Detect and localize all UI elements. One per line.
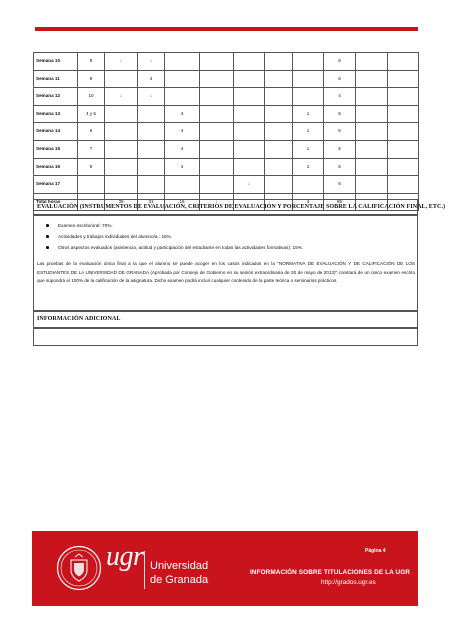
table-cell — [165, 176, 200, 194]
table-cell — [356, 53, 388, 71]
university-name-line1: Universidad — [150, 560, 209, 572]
list-item: Examen escrito/oral: 70%. — [42, 220, 303, 231]
row-label: Semana 17 — [34, 176, 78, 194]
table-cell: ↓ — [105, 53, 138, 71]
additional-info-body-box — [33, 328, 418, 346]
table-cell — [356, 140, 388, 158]
table-cell: 6 — [78, 123, 105, 141]
table-cell — [105, 176, 138, 194]
table-cell: 7 — [78, 140, 105, 158]
table-cell: 4 — [293, 193, 324, 211]
table-cell — [265, 88, 293, 106]
table-cell: 1 — [293, 158, 324, 176]
table-cell — [200, 176, 234, 194]
table-cell — [388, 88, 419, 106]
table-cell — [356, 88, 388, 106]
table-cell — [293, 70, 324, 88]
table-cell — [388, 53, 419, 71]
top-red-rule — [35, 27, 418, 31]
table-cell: 6 — [324, 53, 356, 71]
footer-band — [32, 531, 418, 606]
table-cell — [234, 105, 265, 123]
evaluation-body-box — [33, 215, 418, 311]
table-cell — [265, 140, 293, 158]
table-cell: 4 — [165, 105, 200, 123]
table-cell — [388, 123, 419, 141]
table-cell — [200, 53, 234, 71]
table-cell — [138, 140, 165, 158]
table-cell — [200, 140, 234, 158]
evaluation-heading-box — [33, 199, 446, 215]
table-cell: 4 — [138, 70, 165, 88]
table-cell — [356, 176, 388, 194]
table-cell: 1 — [293, 105, 324, 123]
table-cell — [105, 105, 138, 123]
table-cell: ↓ — [234, 176, 265, 194]
table-cell: 4 — [324, 88, 356, 106]
table-cell: 5 — [324, 105, 356, 123]
table-cell: 4 — [165, 140, 200, 158]
table-cell: 8 — [78, 158, 105, 176]
table-cell — [138, 123, 165, 141]
table-cell: 16 — [165, 193, 200, 211]
table-row — [34, 70, 419, 88]
table-cell: 5 — [324, 140, 356, 158]
table-cell — [388, 105, 419, 123]
table-cell — [200, 105, 234, 123]
table-cell: 4 y 5 — [78, 105, 105, 123]
table-cell: 1 — [293, 140, 324, 158]
table-cell — [265, 70, 293, 88]
table-cell — [105, 70, 138, 88]
evaluation-paragraph: Las pruebas de la evaluación única final a la que el alumno se puede acoger en los casos indicados en la "NORMATIVA DE EVALUACIÓN Y DE CALIFICACIÓN DE LOS ESTUDIANTES DE LA UNIVERSIDAD DE GRANADA (Aprobada por Consejo de Gobierno en su sesión extraordinaria de 20 de mayo de 2013)" constará de un único examen escrito que supondrá el 100% de la calificación de la asignatura. Dicho examen podrá incluir cualquier contenido de la parte teórica o seminarios prácticos. — [37, 261, 415, 284]
table-cell: ↓ — [105, 88, 138, 106]
ugr-logo-text: ugr — [106, 541, 144, 572]
list-item: Otros aspectos evaluados (asistencia, actitud y participación del estudiante en todas las actividades formativas): 15%. — [42, 242, 303, 253]
table-cell — [356, 70, 388, 88]
table-cell — [105, 140, 138, 158]
table-cell — [356, 123, 388, 141]
table-row — [34, 176, 419, 194]
table-cell: 6 — [324, 176, 356, 194]
table-cell: ↓ — [200, 193, 234, 211]
page-number: Página 4 — [365, 548, 386, 554]
table-cell: 31 — [138, 193, 165, 211]
list-item: Actividades y trabajos individuales del alumno/a.: 15%. — [42, 231, 303, 242]
table-cell — [356, 105, 388, 123]
table-cell: 85 — [324, 193, 356, 211]
table-cell — [356, 158, 388, 176]
table-cell: 1 — [293, 123, 324, 141]
table-cell — [265, 158, 293, 176]
table-cell — [293, 176, 324, 194]
table-cell — [265, 53, 293, 71]
table-cell — [265, 176, 293, 194]
table-cell — [138, 105, 165, 123]
row-label: Semana 14 — [34, 123, 78, 141]
table-cell: 6 — [324, 70, 356, 88]
table-cell — [78, 176, 105, 194]
table-cell — [105, 158, 138, 176]
row-label: Semana 12 — [34, 88, 78, 106]
table-row — [34, 123, 419, 141]
table-cell: 5 — [324, 158, 356, 176]
table-cell — [265, 123, 293, 141]
row-label: Semana 10 — [34, 53, 78, 71]
schedule-table — [33, 52, 419, 211]
table-cell — [200, 88, 234, 106]
table-cell — [234, 70, 265, 88]
table-cell: ↓ — [138, 53, 165, 71]
footer-info-title: INFORMACIÓN SOBRE TITULACIONES DE LA UGR — [250, 569, 410, 576]
table-cell — [265, 105, 293, 123]
table-cell — [293, 88, 324, 106]
table-row — [34, 105, 419, 123]
row-label: Total horas — [34, 193, 78, 211]
evaluation-heading: EVALUACIÓN (INSTRUMENTOS DE EVALUACIÓN, CRITERIOS DE EVALUACIÓN Y PORCENTAJE SOBRE LA CALIFICACIÓN FINAL, ETC.) — [37, 204, 446, 210]
table-cell: 10 — [78, 88, 105, 106]
table-cell — [138, 176, 165, 194]
row-label: Semana 15 — [34, 140, 78, 158]
table-cell — [105, 123, 138, 141]
table-cell — [234, 158, 265, 176]
table-cell — [200, 70, 234, 88]
table-cell: 9 — [78, 53, 105, 71]
table-cell — [165, 53, 200, 71]
row-label: Semana 16 — [34, 158, 78, 176]
table-cell — [388, 140, 419, 158]
logo-divider — [144, 551, 145, 589]
university-name-line2: de Granada — [150, 574, 209, 586]
table-row — [34, 88, 419, 106]
table-cell: 4 — [165, 123, 200, 141]
table-cell — [234, 88, 265, 106]
table-cell: 39 — [105, 193, 138, 211]
table-cell — [293, 53, 324, 71]
university-seal-icon — [56, 545, 102, 591]
table-cell — [388, 158, 419, 176]
table-row — [34, 158, 419, 176]
evaluation-criteria-list — [42, 220, 303, 253]
table-cell — [234, 123, 265, 141]
table-cell — [200, 158, 234, 176]
row-label: Semana 13 — [34, 105, 78, 123]
table-cell — [138, 158, 165, 176]
table-cell — [388, 176, 419, 194]
table-cell — [234, 140, 265, 158]
footer-url-link[interactable]: http://grados.ugr.es — [321, 579, 376, 586]
table-cell — [234, 53, 265, 71]
table-cell: 5 — [324, 123, 356, 141]
table-row — [34, 53, 419, 71]
table-cell — [165, 88, 200, 106]
university-name — [150, 559, 208, 587]
table-cell: ↓ — [138, 88, 165, 106]
table-cell — [388, 70, 419, 88]
table-cell: 4 — [165, 158, 200, 176]
table-row — [34, 140, 419, 158]
row-label: Semana 11 — [34, 70, 78, 88]
table-cell — [165, 70, 200, 88]
table-cell: 9 — [78, 70, 105, 88]
additional-info-heading: INFORMACIÓN ADICIONAL — [37, 316, 121, 322]
table-cell — [200, 123, 234, 141]
additional-info-heading-box — [33, 311, 418, 328]
